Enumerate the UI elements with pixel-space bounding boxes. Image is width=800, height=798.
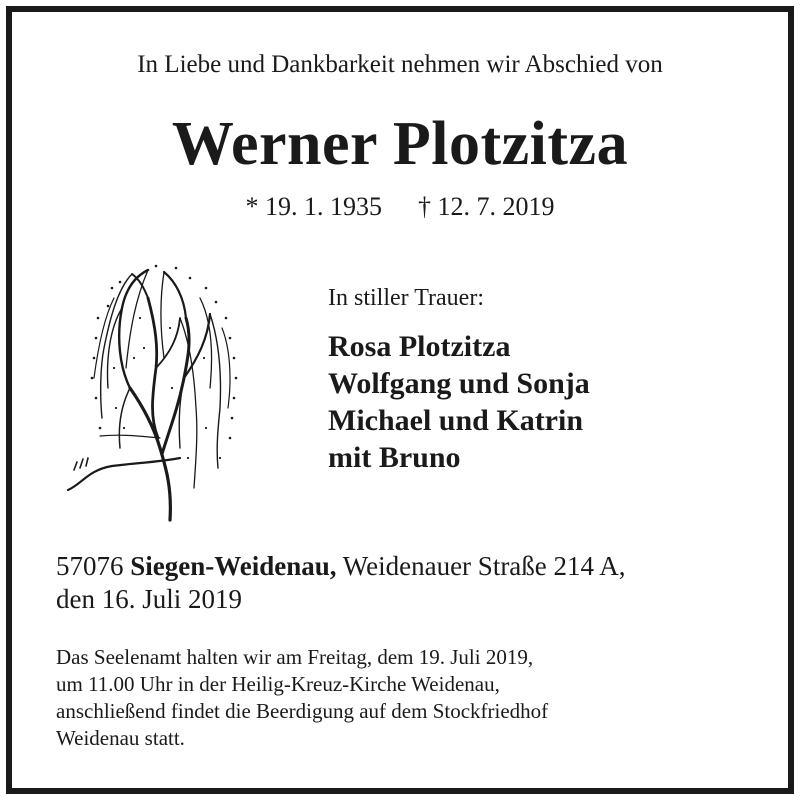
street: Weidenauer Straße 214 A, <box>342 551 626 581</box>
birth-date: * 19. 1. 1935 <box>245 192 382 221</box>
service-info-line: Weidenau statt. <box>56 726 185 750</box>
death-date: † 12. 7. 2019 <box>418 192 555 221</box>
mourners-list <box>328 328 590 476</box>
service-info-line: Das Seelenamt halten wir am Freitag, dem 19. Juli 2019, <box>56 645 534 669</box>
life-dates <box>0 190 800 224</box>
mourner-name: Michael und Katrin <box>328 404 584 437</box>
service-info-line: anschließend findet die Beerdigung auf dem Stockfriedhof <box>56 699 549 723</box>
deceased-name: Werner Plotzitza <box>171 110 629 178</box>
intro-line: In Liebe und Dankbarkeit nehmen wir Abschied von <box>137 51 663 78</box>
mourner-name: mit Bruno <box>328 441 461 474</box>
service-info-line: um 11.00 Uhr in der Heilig-Kreuz-Kirche Weidenau, <box>56 672 500 696</box>
postcode: 57076 <box>56 551 124 581</box>
address-date: den 16. Juli 2019 <box>56 584 242 614</box>
address-block <box>56 550 626 616</box>
mourner-name: Rosa Plotzitza <box>328 330 511 363</box>
mourning-label: In stiller Trauer: <box>328 285 484 311</box>
mourner-name: Wolfgang und Sonja <box>328 367 590 400</box>
city: Siegen-Weidenau, <box>130 551 337 581</box>
service-info <box>56 644 548 752</box>
address-line <box>56 550 626 583</box>
weeping-willow-icon <box>60 258 250 523</box>
